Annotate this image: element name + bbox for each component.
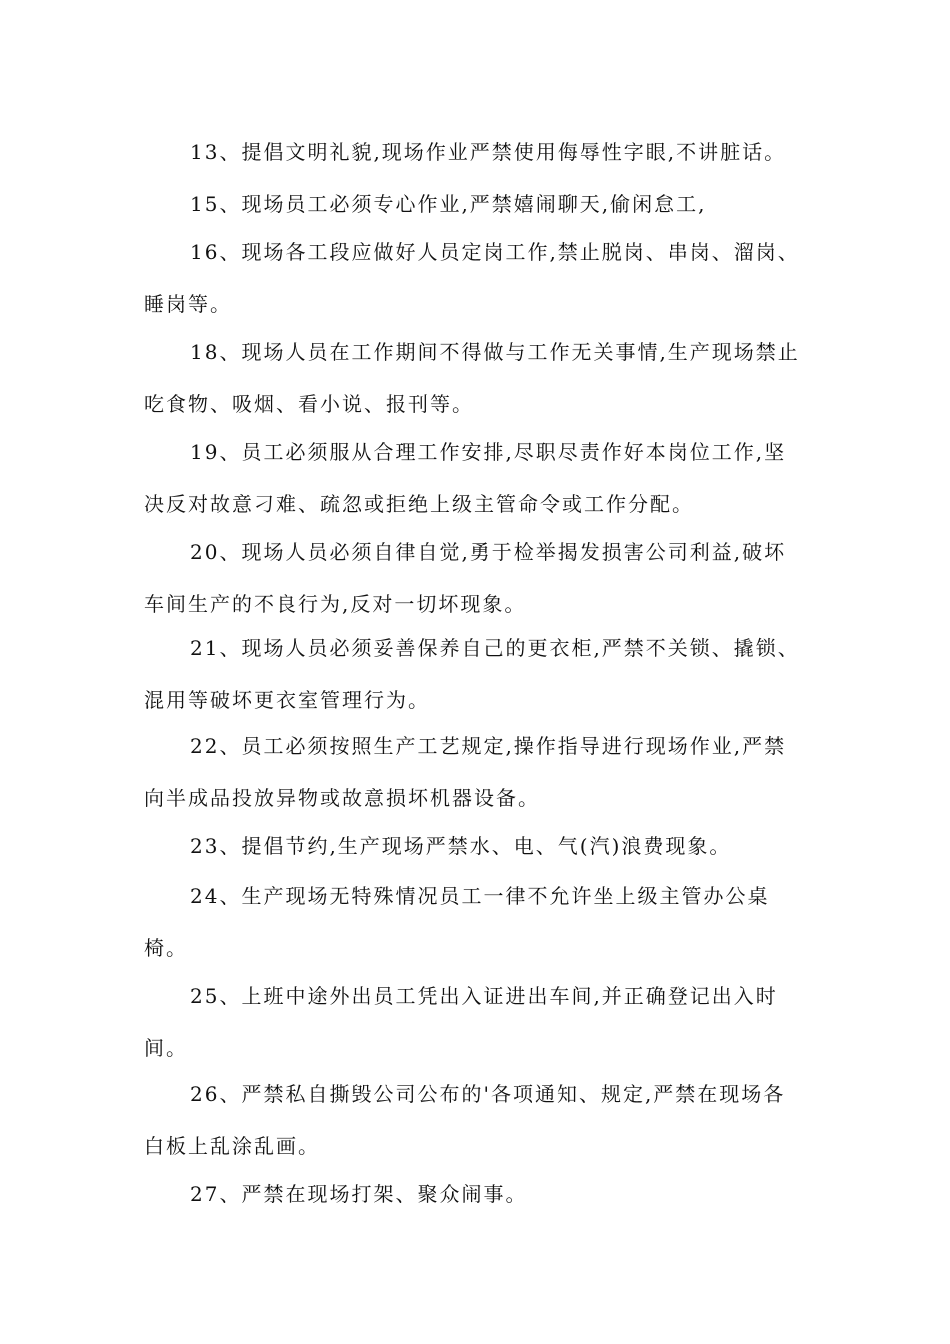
rule-18: 18、现场人员在工作期间不得做与工作无关事情,生产现场禁止吃食物、吸烟、看小说、报刊等。: [144, 340, 800, 416]
rule-21: 21、现场人员必须妥善保养自己的更衣柜,严禁不关锁、撬锁、混用等破坏更衣室管理行为。: [144, 636, 800, 712]
rule-26: 26、严禁私自撕毁公司公布的'各项通知、规定,严禁在现场各白板上乱涂乱画。: [144, 1082, 786, 1158]
rule-22: 22、员工必须按照生产工艺规定,操作指导进行现场作业,严禁向半成品投放异物或故意损坏机器设备。: [144, 734, 787, 810]
rule-13: 13、提倡文明礼貌,现场作业严禁使用侮辱性字眼,不讲脏话。: [190, 140, 787, 164]
rule-16: 16、现场各工段应做好人员定岗工作,禁止脱岗、串岗、溜岗、睡岗等。: [144, 240, 800, 316]
rule-27: 27、严禁在现场打架、聚众闹事。: [190, 1182, 528, 1206]
rule-15: 15、现场员工必须专心作业,严禁嬉闹聊天,偷闲怠工,: [190, 192, 707, 216]
rule-19: 19、员工必须服从合理工作安排,尽职尽责作好本岗位工作,坚决反对故意刁难、疏忽或拒绝上级主管命令或工作分配。: [144, 440, 787, 516]
rule-24: 24、生产现场无特殊情况员工一律不允许坐上级主管办公桌椅。: [144, 884, 770, 960]
rule-20: 20、现场人员必须自律自觉,勇于检举揭发损害公司利益,破坏车间生产的不良行为,反对一切坏现象。: [144, 540, 787, 616]
rule-25: 25、上班中途外出员工凭出入证进出车间,并正确登记出入时间。: [144, 984, 778, 1060]
rule-23: 23、提倡节约,生产现场严禁水、电、气(汽)浪费现象。: [190, 834, 732, 858]
